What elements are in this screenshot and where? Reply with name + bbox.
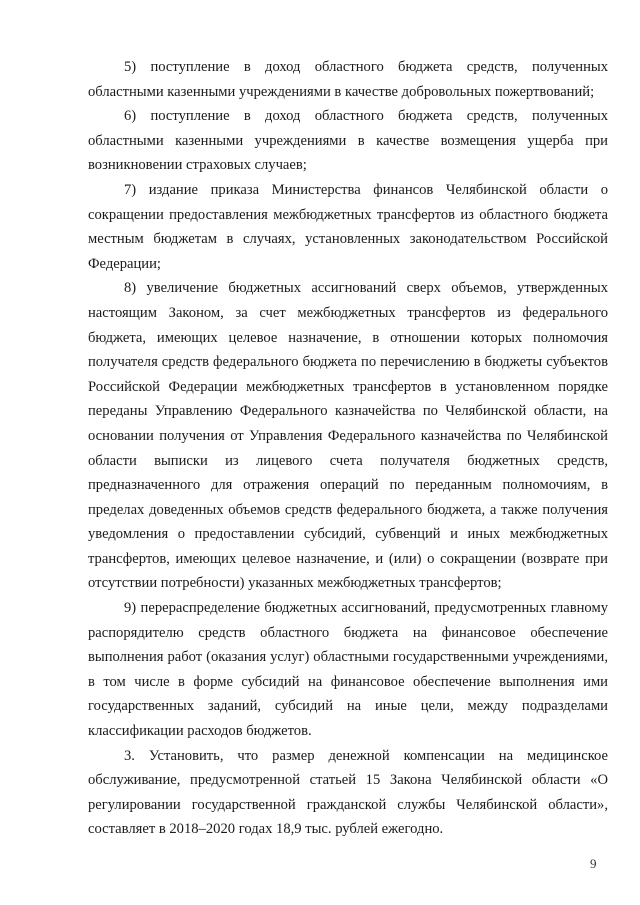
list-item-8: 8) увеличение бюджетных ассигнований сверх объемов, утвержденных настоящим Законом, за счет межбюджетных трансфертов из федерального бюджета, имеющих целевое назначение, в отношении которых полномочия получателя средств федерального бюджета по перечислению в бюджеты субъектов Российской Федерации межбюджетных трансфертов в установленном порядке переданы Управлению Федерального казначейства по Челябинской области, на основании получения от Управления Федерального казначейства по Челябинской области выписки из лицевого счета получателя бюджетных средств, предназначенного для отражения операций по переданным полномочиям, в пределах доведенных объемов средств федерального бюджета, а также получения уведомления о предоставлении субсидий, субвенций и иных межбюджетных трансфертов, имеющих целевое назначение, и (или) о сокращении (возврате при отсутствии потребности) указанных межбюджетных трансфертов; — [88, 280, 608, 592]
section-3-paragraph: 3. Установить, что размер денежной компенсации на медицинское обслуживание, предусмотренной статьей 15 Закона Челябинской области «О регулировании государственной гражданской службы Челябинской области», составляет в 2018–2020 годах 18,9 тыс. рублей ежегодно. — [88, 747, 608, 838]
list-item-6: 6) поступление в доход областного бюджета средств, полученных областными казенными учреждениями в качестве возмещения ущерба при возникновении страховых случаев; — [88, 108, 608, 174]
list-item-9: 9) перераспределение бюджетных ассигнований, предусмотренных главному распорядителю средств областного бюджета на финансовое обеспечение выполнения работ (оказания услуг) областными государственными учреждениями, в том числе в форме субсидий на финансовое обеспечение выполнения ими государственных заданий, субсидий на иные цели, между подразделами классификации расходов бюджетов. — [88, 600, 608, 740]
document-body — [88, 55, 608, 842]
list-item-7: 7) издание приказа Министерства финансов Челябинской области о сокращении предоставления межбюджетных трансфертов из областного бюджета местным бюджетам в случаях, установленных законодательством Российской Федерации; — [88, 181, 608, 272]
list-item-5: 5) поступление в доход областного бюджета средств, полученных областными казенными учреждениями в качестве добровольных пожертвований; — [88, 59, 608, 100]
page-number: 9 — [590, 856, 597, 871]
